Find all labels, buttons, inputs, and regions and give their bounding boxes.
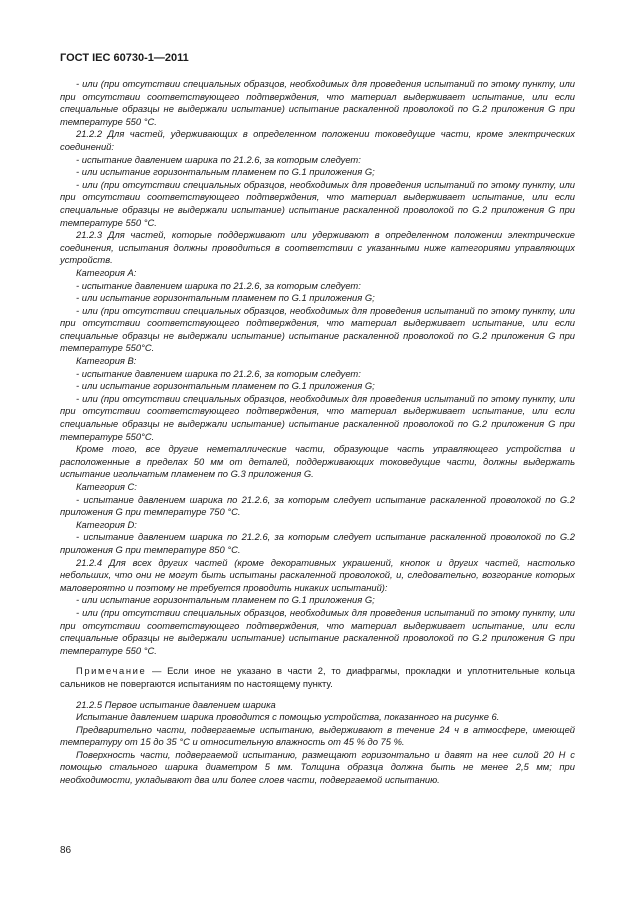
- paragraph: Поверхность части, подвергаемой испытанию, размещают горизонтально и давят на нее силой 20 Н с помощью стального шарика диаметром 5 мм. Толщина образца должна быть не менее 2,5 мм; при необходимости, укладывают два или более слоев части, подвергаемой испытанию.: [60, 748, 575, 786]
- paragraph: - или испытание горизонтальным пламенем по G.1 приложения G;: [76, 594, 375, 606]
- page-content: [60, 78, 575, 787]
- category-d-heading: Категория D:: [76, 518, 137, 530]
- clause-21-2-4: 21.2.4 Для всех других частей (кроме декоративных украшений, кнопок и других частей, настолько небольших, что они не могут быть испытаны раскаленной проволокой, и, следовательно, возгорание которых маловероятно и поэтому не требуется проводить никаких испытаний):: [60, 556, 575, 593]
- paragraph: - или испытание горизонтальным пламенем по G.1 приложения G;: [76, 166, 375, 178]
- note: [60, 665, 575, 690]
- paragraph: - или (при отсутствии специальных образцов, необходимых для проведения испытаний по этому пункту, или при отсутствии соответствующего подтверждения, что материал выдерживает испытание, или если специальные образцы не выдержали испытание) испытание раскаленной проволокой по G.2 приложения G при температуре 550 °С.: [60, 78, 575, 127]
- paragraph: - испытание давлением шарика по 21.2.6, за которым следует:: [76, 279, 361, 291]
- document-header: ГОСТ IEC 60730-1—2011: [60, 52, 189, 64]
- paragraph: Испытание давлением шарика проводится с помощью устройства, показанного на рисунке 6.: [76, 711, 500, 723]
- page-number: 86: [60, 845, 72, 856]
- paragraph: - испытание давлением шарика по 21.2.6, за которым следует испытание раскаленной проволокой по G.2 приложения G при температуре 850 °С.: [60, 531, 575, 555]
- clause-21-2-2: 21.2.2 Для частей, удерживающих в определенном положении токоведущие части, кроме электрических соединений:: [60, 128, 575, 152]
- note-text: — Если иное не указано в части 2, то диафрагмы, прокладки и уплотнительные кольца сальников не повергаются испытаниям по настоящему пункту.: [60, 665, 575, 689]
- paragraph: - испытание давлением шарика по 21.2.6, за которым следует испытание раскаленной проволокой по G.2 приложения G при температуре 750 °С.: [60, 493, 575, 518]
- category-a-heading: Категория А:: [76, 266, 137, 278]
- paragraph: - или испытание горизонтальным пламенем по G.1 приложения G;: [76, 380, 375, 392]
- paragraph: - испытание давлением шарика по 21.2.6, за которым следует:: [76, 153, 361, 165]
- category-c-heading: Категория С:: [76, 481, 137, 492]
- paragraph: - или испытание горизонтальным пламенем по G.1 приложения G;: [76, 292, 375, 304]
- note-label: Примечание: [76, 665, 147, 677]
- category-b-heading: Категория В:: [76, 355, 137, 367]
- paragraph: Кроме того, все другие неметаллические части, образующие часть управляющего устройства и расположенные в пределах 50 мм от деталей, поддерживающих токоведущие части, должны выдержать испытание игольчатым пламенем по G.3 приложения G.: [60, 443, 575, 480]
- paragraph: - или (при отсутствии специальных образцов, необходимых для проведения испытаний по этому пункту, или при отсутствии соответствующего подтверждения, что материал выдерживает испытание, или если специальные образцы не выдержали испытание) испытание раскаленной проволокой по G.2 приложения G при температуре 550 °С.: [60, 178, 575, 228]
- paragraph: - или (при отсутствии специальных образцов, необходимых для проведения испытаний по этому пункту, или при отсутствии соответствующего подтверждения, что материал выдерживает испытание, или если специальные образцы не выдержали испытание) испытание раскаленной проволокой по G.2 приложения G при температуре 550 °С.: [60, 606, 575, 656]
- clause-21-2-3: 21.2.3 Для частей, которые поддерживают или удерживают в определенном положении электрические соединения, испытания должны проводиться в соответствии с указанными ниже категориями управляющих устройств.: [60, 229, 575, 266]
- paragraph: - или (при отсутствии специальных образцов, необходимых для проведения испытаний по этому пункту, или при отсутствии соответствующего подтверждения, что материал выдерживает испытание, или если специальные образцы не выдержали испытание) испытание раскаленной проволокой по G.2 приложения G при температуре 550°С.: [60, 304, 575, 354]
- clause-21-2-5-heading: 21.2.5 Первое испытание давлением шарика: [76, 698, 276, 710]
- paragraph: - испытание давлением шарика по 21.2.6, за которым следует:: [76, 367, 361, 379]
- paragraph: - или (при отсутствии специальных образцов, необходимых для проведения испытаний по этому пункту, или при отсутствии соответствующего подтверждения, что материал выдерживает испытание, или если специальные образцы не выдержали испытание) испытание раскаленной проволокой по G.2 приложения G при температуре 550°С.: [60, 392, 575, 442]
- paragraph: Предварительно части, подвергаемые испытанию, выдерживают в течение 24 ч в атмосфере, имеющей температуру от 15 до 35 °С и относительную влажность от 45 % до 75 %.: [60, 723, 575, 748]
